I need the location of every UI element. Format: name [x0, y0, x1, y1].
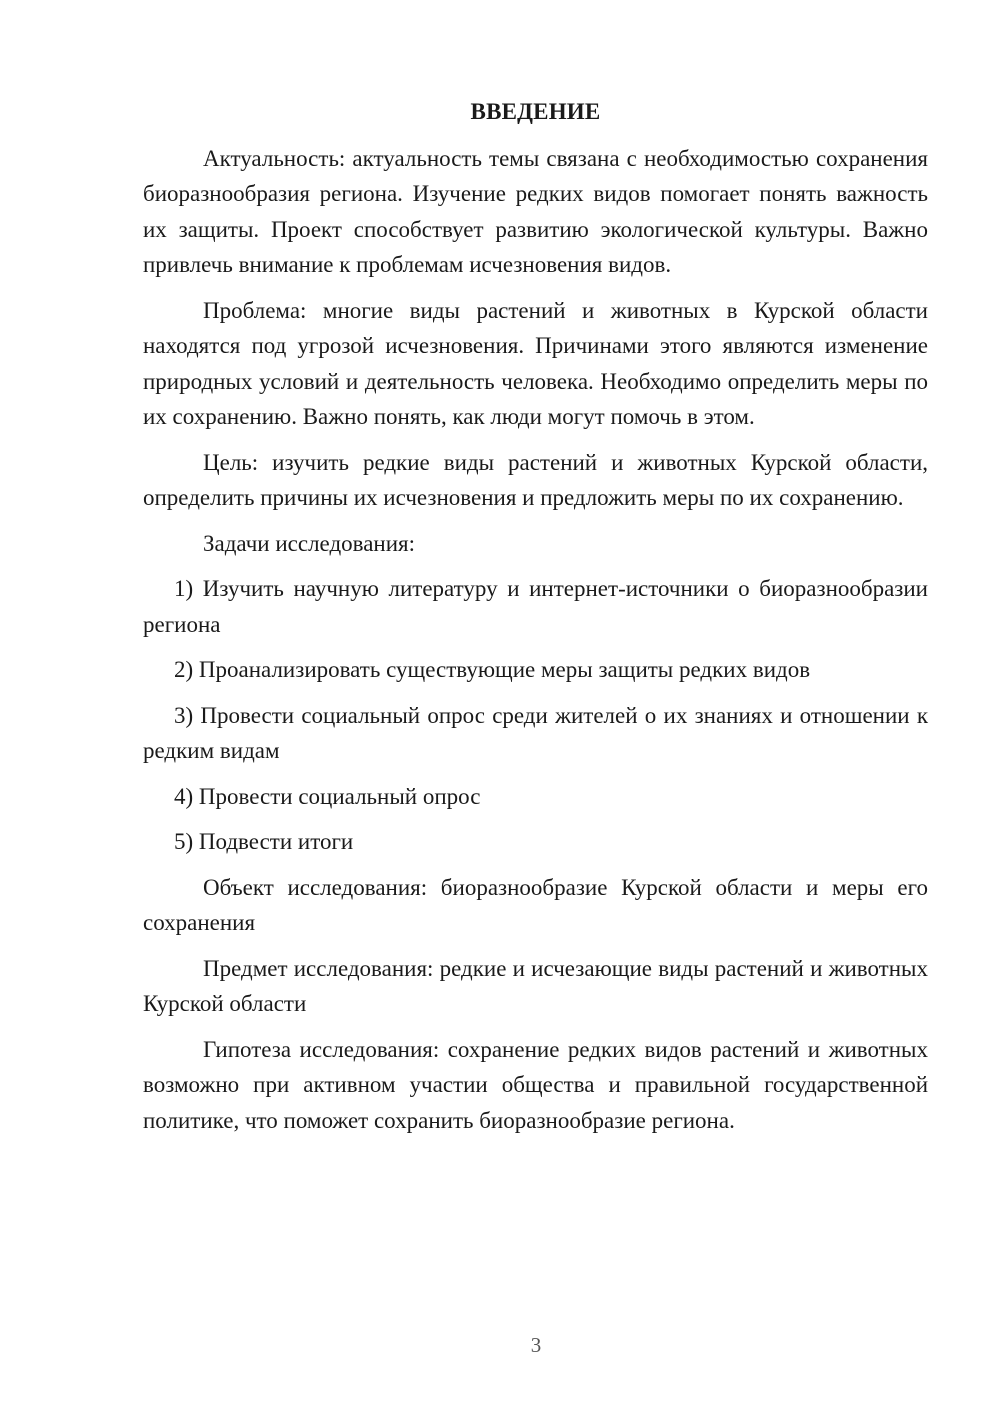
page-number: 3 — [530, 1333, 542, 1357]
task-item-4: 4) Провести социальный опрос — [174, 783, 481, 809]
goal-paragraph: Цель: изучить редкие виды растений и животных Курской области, определить причины их исчезновения и предложить меры по их сохранению. — [143, 449, 928, 510]
relevance-paragraph: Актуальность: актуальность темы связана с необходимостью сохранения биоразнообразия региона. Изучение редких видов помогает понять важность их защиты. Проект способствует развитию экологической культуры. Важно привлечь внимание к проблемам исчезновения видов. — [143, 145, 928, 277]
subject-paragraph: Предмет исследования: редкие и исчезающие виды растений и животных Курской области — [143, 955, 928, 1016]
task-item-2: 2) Проанализировать существующие меры защиты редких видов — [174, 657, 811, 682]
task-item-3: 3) Провести социальный опрос среди жителей о их знаниях и отношении к редким видам — [143, 702, 928, 763]
object-paragraph: Объект исследования: биоразнообразие Курской области и меры его сохранения — [143, 874, 928, 935]
task-item-1: 1) Изучить научную литературу и интернет-источники о биоразнообразии региона — [143, 576, 928, 637]
document-page — [143, 94, 928, 1148]
tasks-title: Задачи исследования: — [203, 530, 416, 556]
section-heading: ВВЕДЕНИЕ — [470, 99, 601, 124]
task-item-5: 5) Подвести итоги — [174, 829, 354, 854]
problem-paragraph: Проблема: многие виды растений и животных в Курской области находятся под угрозой исчезновения. Причинами этого являются изменение природных условий и деятельность человека. Необходимо определить меры по их сохранению. Важно понять, как люди могут помочь в этом. — [143, 297, 928, 429]
hypothesis-paragraph: Гипотеза исследования: сохранение редких видов растений и животных возможно при активном участии общества и правильной государственной политике, что поможет сохранить биоразнообразие региона. — [143, 1036, 928, 1133]
